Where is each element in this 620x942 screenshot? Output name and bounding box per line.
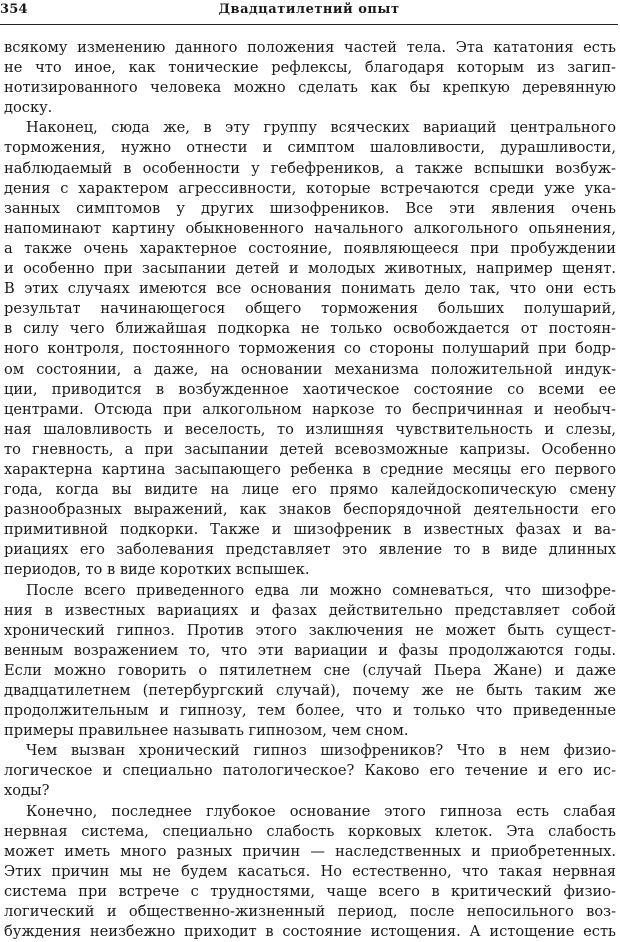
- text-line: ная шаловливость и веселость, то излишняя чувствительность и слезы,: [4, 420, 616, 438]
- text-line: примитивной подкорки. Также и шизофреник в известных фазах и ва-: [4, 521, 616, 539]
- text-line: Этих причин мы не будем касаться. Но естественно, что такая нервная: [4, 862, 616, 880]
- text-line: торможения, нужно отнести и симптом шаловливости, дурашливости,: [4, 139, 616, 157]
- text-line: а также очень характерное состояние, появляющееся при пробуждении: [4, 239, 616, 257]
- text-line: двадцатилетнем (петербургский случай), почему же не быть таким же: [4, 682, 616, 699]
- text-line: буждения неизбежно приходит в состояние истощения. А истощение есть: [4, 923, 616, 941]
- text-line: Если можно говорить о пятилетнем сне (случай Пьера Жане) и даже: [4, 661, 616, 679]
- text-line: ного контроля, постоянного торможения со стороны полушарий при бодр-: [4, 340, 616, 358]
- text-line: центрами. Отсюда при алкогольном наркозе то беспричинная и необыч-: [4, 400, 616, 418]
- text-line: то гневность, а при засыпании детей всевозможные капризы. Особенно: [4, 440, 616, 458]
- text-line: После всего приведенного едва ли можно сомневаться, что шизофре-: [26, 581, 616, 599]
- text-line: продолжительным и гипнозу, тем более, что и только что приведенные: [4, 702, 616, 720]
- text-line: Чем вызван хронический гипноз шизофреников? Что в нем физио-: [26, 742, 616, 760]
- text-line: занных симптомов у других шизофреников. Все эти явления очень: [4, 199, 616, 217]
- text-line: периодов, то в виде коротких вспышек.: [4, 561, 310, 579]
- text-line: венным возражением то, что эти вариации и фазы продолжаются годы.: [4, 641, 616, 659]
- text-line: может иметь много разных причин — наследственных и приобретенных.: [4, 842, 616, 860]
- text-line: ходы?: [4, 782, 50, 800]
- text-line: Конечно, последнее глубокое основание этого гипноза есть слабая: [26, 802, 616, 820]
- text-line: ния в известных вариациях и фазах действительно представляет собой: [4, 601, 616, 619]
- text-line: примеры правильнее называть гипнозом, чем сном.: [4, 722, 409, 740]
- text-line: наблюдаемый в особенности у гебефреников, а также вспышки возбуж-: [4, 159, 616, 177]
- text-line: характерна картина засыпающего ребенка в средние месяцы его первого: [4, 460, 616, 478]
- text-line: нервная система, специально слабость корковых клеток. Эта слабость: [4, 822, 616, 840]
- text-line: разнообразных выражений, как знаков беспорядочной деятельности его: [4, 501, 616, 519]
- text-line: ции, приводится в возбужденное хаотическое состояние со всеми ее: [4, 380, 616, 398]
- text-line: доску.: [4, 99, 53, 117]
- text-line: и особенно при засыпании детей и молодых животных, например щенят.: [4, 260, 616, 278]
- text-line: нотизированного человека можно сделать как бы крепкую деревянную: [4, 79, 616, 97]
- text-line: риациях его заболевания представляет это явление то в виде длинных: [4, 541, 616, 559]
- text-line: ом состоянии, а даже, на основании механизма положительной индук-: [4, 360, 616, 378]
- text-line: хронический гипноз. Против этого заключения не может быть сущест-: [4, 621, 616, 639]
- text-line: система при встрече с трудностями, чаще всего в критический физио-: [4, 882, 616, 900]
- text-line: результат начинающегося общего торможения больших полушарий,: [4, 300, 616, 318]
- page-header: [0, 0, 618, 25]
- text-line: дения с характером агрессивности, которые встречаются среди уже ука-: [4, 179, 616, 197]
- text-line: в силу чего ближайшая подкорка не только освобождается от постоян-: [4, 320, 616, 338]
- text-line: Наконец, сюда же, в эту группу всяческих вариаций центрального: [26, 119, 616, 137]
- body-text: [4, 38, 616, 942]
- text-line: всякому изменению данного положения частей тела. Эта кататония есть: [4, 39, 616, 56]
- text-line: не что иное, как тонические рефлексы, благодаря которым из загип-: [4, 59, 616, 77]
- text-line: логическое и специально патологическое? Каково его течение и его ис-: [4, 762, 616, 780]
- page-number: 354: [0, 2, 28, 17]
- text-line: напоминают картину обыкновенного начального алкогольного опьянения,: [4, 219, 616, 237]
- text-line: логический и общественно-жизненный период, после непосильного воз-: [4, 903, 616, 921]
- running-head: Двадцатилетний опыт: [218, 2, 400, 17]
- text-line: года, когда вы видите на лице его прямо калейдоскопическую смену: [4, 481, 616, 499]
- text-line: В этих случаях имеются все основания понимать дело так, что они есть: [4, 280, 616, 298]
